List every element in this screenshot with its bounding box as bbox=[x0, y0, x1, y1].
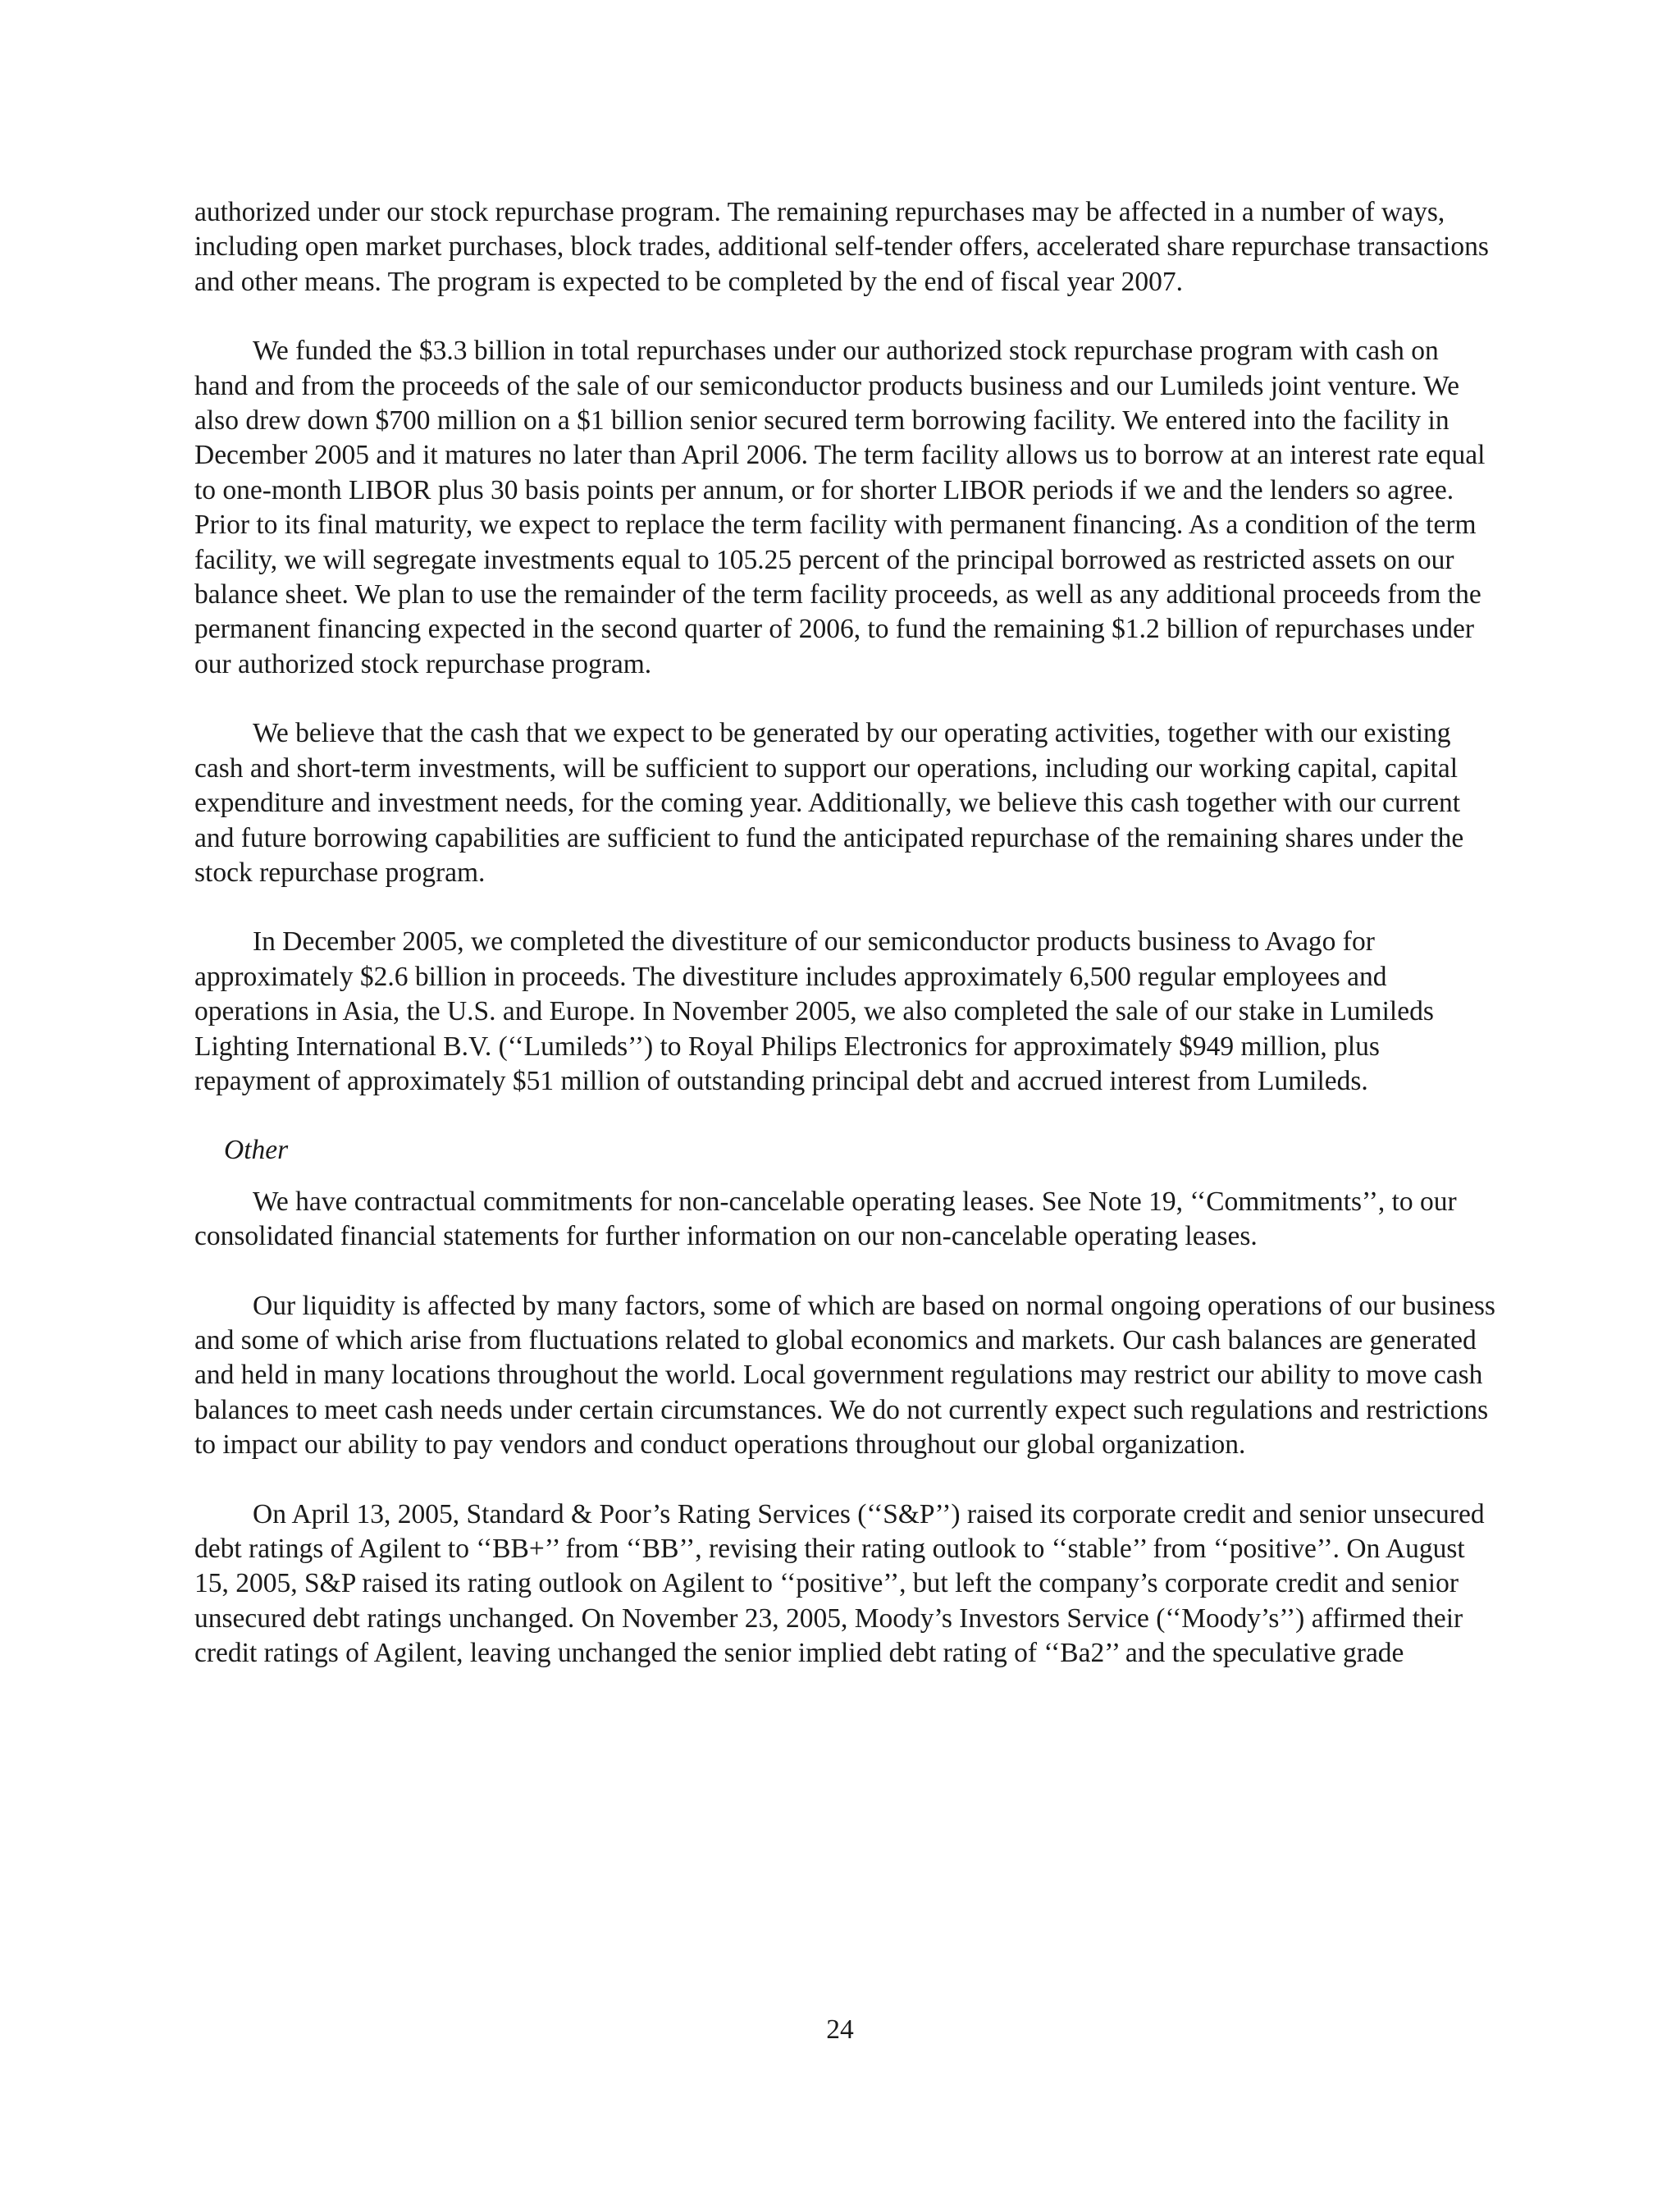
section-subheading-other: Other bbox=[224, 1135, 289, 1166]
paragraph-credit-ratings: On April 13, 2005, Standard & Poor’s Rating Services (‘‘S&P’’) raised its corporate credit and senior unsecured debt ratings of Agilent to ‘‘BB+’’ from ‘‘BB’’, revising their rating outlook to ‘‘stable’’ from ‘‘positive’’. On August 15, 2005, S&P raised its rating outlook on Agilent to ‘‘positive’’, but left the company’s corporate credit and senior unsecured debt ratings unchanged. On November 23, 2005, Moody’s Investors Service (‘‘Moody’s’’) affirmed their credit ratings of Agilent, leaving unchanged the senior implied debt rating of ‘‘Ba2’’ and the speculative grade bbox=[194, 1498, 1485, 1669]
paragraph-liquidity-factors: Our liquidity is affected by many factors, some of which are based on normal ongoing operations of our business and some of which arise from fluctuations related to global economics and markets. Our cash balances are generated and held in many locations throughout the world. Local government regulations may restrict our ability to move cash balances to meet cash needs under certain circumstances. We do not currently expect such regulations and restrictions to impact our ability to pay vendors and conduct operations throughout our global organization. bbox=[194, 1290, 1495, 1461]
page-number: 24 bbox=[826, 2014, 854, 2045]
paragraph-divestiture: In December 2005, we completed the divestiture of our semiconductor products business to Avago for approximately $2.6 billion in proceeds. The divestiture includes approximately 6,500 regular employees and operations in Asia, the U.S. and Europe. In November 2005, we also completed the sale of our stake in Lumileds Lighting International B.V. (‘‘Lumileds’’) to Royal Philips Electronics for approximately $949 million, plus repayment of approximately $51 million of outstanding principal debt and accrued interest from Lumileds. bbox=[194, 926, 1434, 1096]
paragraph-repurchase-program-continued: authorized under our stock repurchase program. The remaining repurchases may be affected in a number of ways, including open market purchases, block trades, additional self-tender offers, accelerated share repurchase transactions and other means. The program is expected to be completed by the end of fiscal year 2007. bbox=[194, 197, 1489, 297]
paragraph-funding-repurchases: We funded the $3.3 billion in total repurchases under our authorized stock repurchase program with cash on hand and from the proceeds of the sale of our semiconductor products business and our Lumileds joint venture. We also drew down $700 million on a $1 billion senior secured term borrowing facility. We entered into the facility in December 2005 and it matures no later than April 2006. The term facility allows us to borrow at an interest rate equal to one-month LIBOR plus 30 basis points per annum, or for shorter LIBOR periods if we and the lenders so agree. Prior to its final maturity, we expect to replace the term facility with permanent financing. As a condition of the term facility, we will segregate investments equal to 105.25 percent of the principal borrowed as restricted assets on our balance sheet. We plan to use the remainder of the term facility proceeds, as well as any additional proceeds from the permanent financing expected in the second quarter of 2006, to fund the remaining $1.2 billion of repurchases under our authorized stock repurchase program. bbox=[194, 336, 1486, 679]
paragraph-operating-leases: We have contractual commitments for non-cancelable operating leases. See Note 19, ‘‘Commitments’’, to our consolidated financial statements for further information on our non-cancelable operating leases. bbox=[194, 1186, 1457, 1252]
paragraph-cash-sufficiency: We believe that the cash that we expect to be generated by our operating activities, together with our existing cash and short-term investments, will be sufficient to support our operations, including our working capital, capital expenditure and investment needs, for the coming year. Additionally, we believe this cash together with our current and future borrowing capabilities are sufficient to fund the anticipated repurchase of the remaining shares under the stock repurchase program. bbox=[194, 718, 1464, 888]
page-body bbox=[194, 195, 1499, 1706]
